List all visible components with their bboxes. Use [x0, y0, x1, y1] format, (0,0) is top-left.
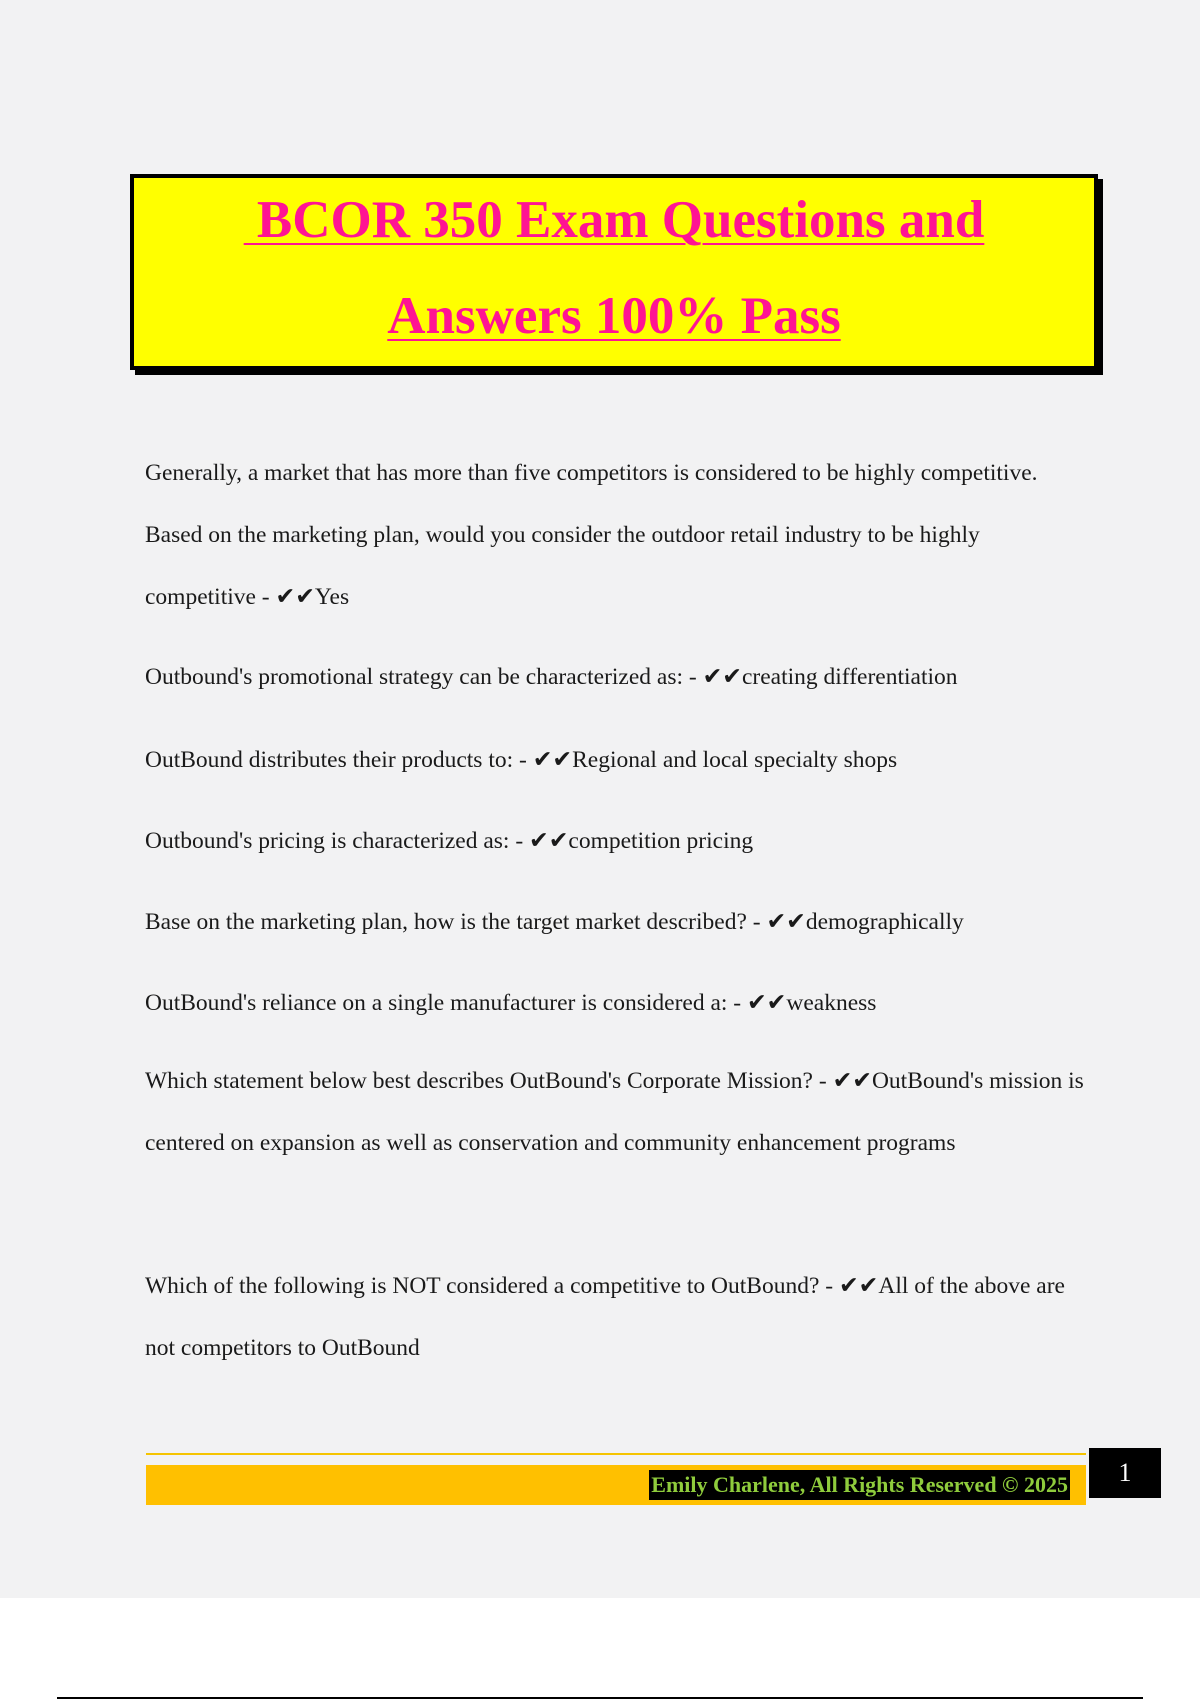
qa-item	[145, 810, 1085, 872]
question-text: Generally, a market that has more than five competitors is considered to be highly competitive. Based on the marketing plan, would you consider the outdoor retail industry to be highly competitive -	[145, 460, 1038, 610]
question-text: Which statement below best describes OutBound's Corporate Mission? -	[145, 1068, 833, 1094]
footer-divider	[146, 1453, 1086, 1455]
question-text: OutBound's reliance on a single manufacturer is considered a: -	[145, 990, 747, 1016]
document-title-line-2: Answers 100% Pass	[387, 287, 841, 345]
answer-text: ✔✔Regional and local specialty shops	[532, 747, 898, 773]
document-title-line-1: BCOR 350 Exam Questions and	[243, 191, 985, 249]
answer-text: ✔✔weakness	[746, 990, 877, 1016]
footer-band	[146, 1465, 1086, 1505]
answer-text: ✔✔OutBound's mission is centered on expansion as well as conservation and community enhancement programs	[145, 1068, 1084, 1156]
question-text: Outbound's pricing is characterized as: -	[145, 828, 530, 854]
qa-item	[145, 1050, 1085, 1174]
answer-text: ✔✔demographically	[766, 909, 964, 935]
answer-text: ✔✔All of the above are not competitors to OutBound	[145, 1273, 1065, 1361]
qa-item	[145, 891, 1085, 953]
qa-item	[145, 972, 1085, 1034]
question-text: OutBound distributes their products to: -	[145, 747, 533, 773]
qa-item	[145, 1255, 1085, 1379]
question-text: Base on the marketing plan, how is the target market described? -	[145, 909, 767, 935]
answer-text: ✔✔creating differentiation	[702, 664, 958, 690]
title-banner	[130, 174, 1098, 370]
answer-text: ✔✔competition pricing	[529, 828, 754, 854]
question-text: Which of the following is NOT considered a competitive to OutBound? -	[145, 1273, 839, 1299]
page-separator-line	[57, 1697, 1143, 1699]
page-number: 1	[1089, 1448, 1161, 1498]
copyright-notice: Emily Charlene, All Rights Reserved © 2025	[649, 1470, 1070, 1500]
question-text: Outbound's promotional strategy can be characterized as: -	[145, 664, 703, 690]
qa-item	[145, 442, 1085, 628]
answer-text: ✔✔Yes	[275, 584, 350, 610]
qa-item	[145, 646, 1085, 708]
qa-item	[145, 729, 1085, 791]
